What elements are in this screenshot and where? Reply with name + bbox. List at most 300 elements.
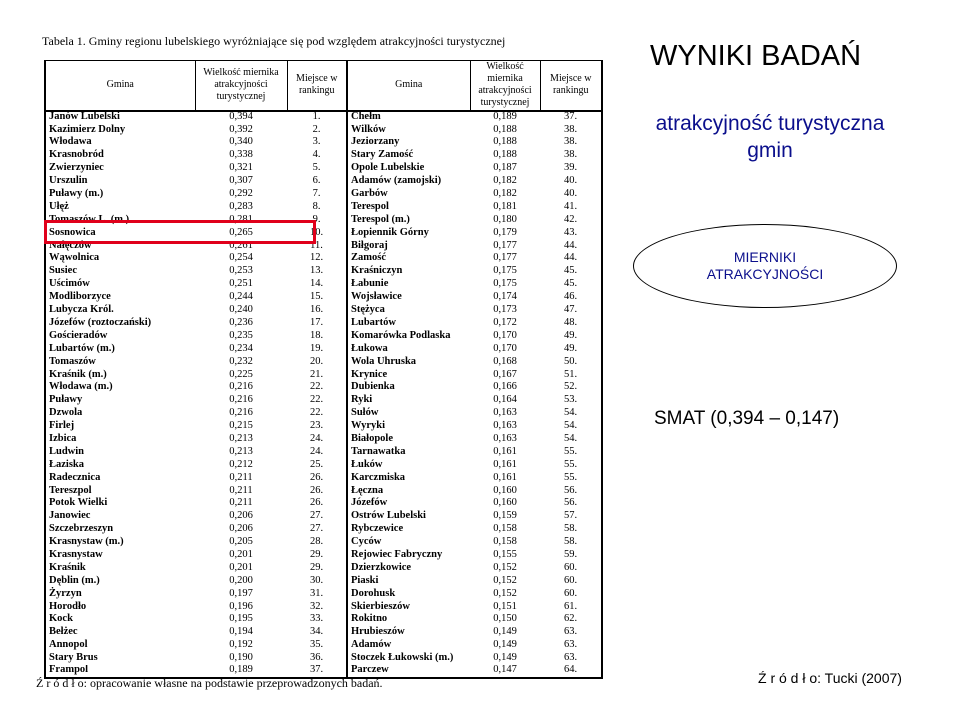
miernik-cell: 0,211 xyxy=(229,471,253,483)
gmina-cell: Włodawa xyxy=(45,136,195,149)
miejsce-cell: 17. xyxy=(287,317,347,330)
miejsce-cell: 11. xyxy=(287,239,347,252)
miejsce-cell: 20. xyxy=(287,355,347,368)
miejsce-cell: 60. xyxy=(540,575,602,588)
miernik-cell: 0,175 xyxy=(493,278,517,290)
miejsce-cell: 57. xyxy=(540,510,602,523)
gmina-cell: Zwierzyniec xyxy=(45,162,195,175)
miejsce-cell: 26. xyxy=(287,484,347,497)
gmina-cell: Łabunie xyxy=(351,278,389,290)
gmina-cell: Annopol xyxy=(45,639,195,652)
miernik-cell: 0,188 xyxy=(493,149,517,161)
miejsce-cell: 37. xyxy=(287,665,347,678)
table-row xyxy=(45,162,602,175)
smat-range: SMAT (0,394 – 0,147) xyxy=(654,408,840,429)
miejsce-cell: 56. xyxy=(540,484,602,497)
table-row xyxy=(45,433,602,446)
ellipse-line-1: MIERNIKI xyxy=(733,248,797,265)
miejsce-cell: 50. xyxy=(540,355,602,368)
table-row xyxy=(45,600,602,613)
gmina-cell: Stary Brus xyxy=(45,652,195,665)
subtitle-line-1: atrakcyjność turystyczna xyxy=(655,112,885,135)
gmina-cell: Sosnowica xyxy=(45,227,195,240)
miernik-cell: 0,205 xyxy=(229,536,253,548)
miernik-cell: 0,149 xyxy=(493,626,517,638)
gmina-cell: Ułęż xyxy=(45,201,195,214)
gmina-cell: Skierbieszów xyxy=(351,600,410,612)
miernik-cell: 0,172 xyxy=(493,316,517,328)
miernik-cell: 0,158 xyxy=(493,523,517,535)
miejsce-cell: 59. xyxy=(540,549,602,562)
table-row xyxy=(45,291,602,304)
miejsce-cell: 45. xyxy=(540,265,602,278)
miernik-cell: 0,175 xyxy=(493,265,517,277)
ranking-table xyxy=(44,60,603,679)
miejsce-cell: 36. xyxy=(287,652,347,665)
gmina-cell: Stary Zamość xyxy=(351,149,414,161)
scanned-table-image xyxy=(30,26,614,692)
gmina-cell: Krynice xyxy=(351,368,388,380)
miejsce-cell: 49. xyxy=(540,343,602,356)
table-row xyxy=(45,149,602,162)
ellipse-line-2: ATRAKCYJNOŚCI xyxy=(706,266,824,282)
miejsce-cell: 46. xyxy=(540,291,602,304)
miejsce-cell: 54. xyxy=(540,433,602,446)
gmina-cell: Wąwolnica xyxy=(45,252,195,265)
table-row xyxy=(45,252,602,265)
miernik-cell: 0,167 xyxy=(493,368,517,380)
miejsce-cell: 39. xyxy=(540,162,602,175)
miernik-cell: 0,211 xyxy=(229,484,253,496)
miernik-cell: 0,321 xyxy=(229,162,253,174)
gmina-cell: Łuków xyxy=(351,458,383,470)
miejsce-cell: 26. xyxy=(287,497,347,510)
miernik-cell: 0,163 xyxy=(493,407,517,419)
miernik-cell: 0,149 xyxy=(493,652,517,664)
gmina-cell: Tomaszów L. (m.) xyxy=(45,214,195,227)
miernik-cell: 0,179 xyxy=(493,226,517,238)
gmina-cell: Józefów (roztoczański) xyxy=(45,317,195,330)
miernik-cell: 0,213 xyxy=(229,445,253,457)
gmina-cell: Zamość xyxy=(351,252,386,264)
gmina-cell: Żyrzyn xyxy=(45,587,195,600)
gmina-cell: Dzwola xyxy=(45,407,195,420)
miejsce-cell: 13. xyxy=(287,265,347,278)
miernik-cell: 0,152 xyxy=(493,587,517,599)
miernik-cell: 0,151 xyxy=(493,600,517,612)
miernik-cell: 0,196 xyxy=(229,600,253,612)
gmina-cell: Gościeradów xyxy=(45,330,195,343)
gmina-cell: Bełżec xyxy=(45,626,195,639)
table-row xyxy=(45,575,602,588)
gmina-cell: Rejowiec Fabryczny xyxy=(351,548,443,560)
gmina-cell: Wola Uhruska xyxy=(351,355,417,367)
miejsce-cell: 58. xyxy=(540,536,602,549)
miernik-cell: 0,180 xyxy=(493,213,517,225)
table-row xyxy=(45,317,602,330)
gmina-cell: Karczmiska xyxy=(351,471,406,483)
gmina-cell: Tereszpol xyxy=(45,484,195,497)
gmina-cell: Frampol xyxy=(45,665,195,678)
sosnowica-highlight-box xyxy=(44,220,316,244)
gmina-cell: Jeziorzany xyxy=(351,136,400,148)
miejsce-cell: 51. xyxy=(540,368,602,381)
miejsce-cell: 56. xyxy=(540,497,602,510)
gmina-cell: Rybczewice xyxy=(351,523,404,535)
miernik-cell: 0,177 xyxy=(493,252,517,264)
miejsce-cell: 60. xyxy=(540,562,602,575)
miernik-cell: 0,161 xyxy=(493,458,517,470)
miernik-cell: 0,234 xyxy=(229,342,253,354)
miejsce-cell: 63. xyxy=(540,626,602,639)
gmina-cell: Wilków xyxy=(351,123,386,135)
table-row xyxy=(45,536,602,549)
table-row xyxy=(45,201,602,214)
table-row xyxy=(45,549,602,562)
miernik-cell: 0,338 xyxy=(229,149,253,161)
miernik-cell: 0,206 xyxy=(229,523,253,535)
gmina-cell: Potok Wielki xyxy=(45,497,195,510)
gmina-cell: Tomaszów xyxy=(45,355,195,368)
table-row xyxy=(45,459,602,472)
gmina-cell: Chełm xyxy=(347,111,470,124)
gmina-cell: Kraśnik xyxy=(45,562,195,575)
gmina-cell: Izbica xyxy=(45,433,195,446)
miejsce-cell: 47. xyxy=(540,304,602,317)
miejsce-cell: 29. xyxy=(287,549,347,562)
header-gmina-right: Gmina xyxy=(347,61,470,111)
table-row xyxy=(45,355,602,368)
miejsce-cell: 6. xyxy=(287,175,347,188)
miejsce-cell: 35. xyxy=(287,639,347,652)
miernik-cell: 0,212 xyxy=(229,458,253,470)
gmina-cell: Nałęczów xyxy=(45,239,195,252)
miejsce-cell: 44. xyxy=(540,239,602,252)
miejsce-cell: 33. xyxy=(287,613,347,626)
gmina-cell: Dzierzkowice xyxy=(351,561,412,573)
table-row xyxy=(45,111,602,124)
gmina-cell: Stoczek Łukowski (m.) xyxy=(351,652,454,664)
miejsce-cell: 23. xyxy=(287,420,347,433)
miejsce-cell: 49. xyxy=(540,330,602,343)
header-miejsce-left: Miejsce w rankingu xyxy=(287,61,347,111)
table-row xyxy=(45,562,602,575)
table-row xyxy=(45,420,602,433)
gmina-cell: Modliborzyce xyxy=(45,291,195,304)
gmina-cell: Susiec xyxy=(45,265,195,278)
miejsce-cell: 26. xyxy=(287,471,347,484)
slide-source: Ź r ó d ł o: Tucki (2007) xyxy=(758,670,902,686)
miejsce-cell: 27. xyxy=(287,523,347,536)
miejsce-cell: 2. xyxy=(287,123,347,136)
miernik-cell: 0,192 xyxy=(229,639,253,651)
gmina-cell: Kock xyxy=(45,613,195,626)
miernik-cell: 0,253 xyxy=(229,265,253,277)
miejsce-cell: 31. xyxy=(287,587,347,600)
gmina-cell: Adamów (zamojski) xyxy=(351,175,442,187)
miejsce-cell: 45. xyxy=(540,278,602,291)
table-row xyxy=(45,368,602,381)
gmina-cell: Biłgoraj xyxy=(351,239,388,251)
table-row xyxy=(45,123,602,136)
miejsce-cell: 16. xyxy=(287,304,347,317)
miejsce-cell: 9. xyxy=(287,214,347,227)
table-row xyxy=(45,484,602,497)
table-row xyxy=(45,394,602,407)
table-row xyxy=(45,188,602,201)
miernik-cell: 0,251 xyxy=(229,278,253,290)
miernik-cell: 0,160 xyxy=(493,484,517,496)
table-source-note: Ź r ó d ł o: opracowanie własne na podstawie przeprowadzonych badań. xyxy=(36,676,383,690)
header-miejsce-right: Miejsce w rankingu xyxy=(540,61,602,111)
table-row xyxy=(45,587,602,600)
miernik-cell: 0,197 xyxy=(229,587,253,599)
miejsce-cell: 54. xyxy=(540,407,602,420)
miejsce-cell: 38. xyxy=(540,149,602,162)
miejsce-cell: 38. xyxy=(540,123,602,136)
miejsce-cell: 28. xyxy=(287,536,347,549)
table-row xyxy=(45,175,602,188)
gmina-cell: Horodło xyxy=(45,600,195,613)
gmina-cell: Białopole xyxy=(351,432,394,444)
gmina-cell: Łukowa xyxy=(351,342,388,354)
miernik-cell: 0,182 xyxy=(493,175,517,187)
miernik-cell: 0,155 xyxy=(493,548,517,560)
table-row xyxy=(45,510,602,523)
table-caption: Tabela 1. Gminy regionu lubelskiego wyróżniające się pod względem atrakcyjności turystycznej xyxy=(42,34,506,48)
gmina-cell: Wyryki xyxy=(351,420,386,432)
gmina-cell: Komarówka Podlaska xyxy=(351,329,451,341)
gmina-cell: Ryki xyxy=(351,394,373,406)
gmina-cell: Parczew xyxy=(347,665,470,678)
miernik-cell: 0,235 xyxy=(229,329,253,341)
table-row xyxy=(45,330,602,343)
miernik-cell: 0,170 xyxy=(493,342,517,354)
miernik-cell: 0,194 xyxy=(229,626,253,638)
gmina-cell: Dubienka xyxy=(351,381,395,393)
gmina-cell: Tarnawatka xyxy=(351,445,406,457)
miernik-cell: 0,261 xyxy=(229,239,253,251)
gmina-cell: Krasnystaw (m.) xyxy=(45,536,195,549)
gmina-cell: Garbów xyxy=(351,188,388,200)
miernik-cell: 0,173 xyxy=(493,304,517,316)
gmina-cell: Dęblin (m.) xyxy=(45,575,195,588)
miejsce-cell: 44. xyxy=(540,252,602,265)
gmina-cell: Krasnobród xyxy=(45,149,195,162)
miernik-cell: 0,307 xyxy=(229,175,253,187)
miernik-cell: 0,225 xyxy=(229,368,253,380)
miejsce-cell: 5. xyxy=(287,162,347,175)
miejsce-cell: 22. xyxy=(287,394,347,407)
miejsce-cell: 48. xyxy=(540,317,602,330)
miernik-cell: 0,281 xyxy=(229,213,253,225)
miejsce-cell: 34. xyxy=(287,626,347,639)
table-row xyxy=(45,471,602,484)
miejsce-cell: 52. xyxy=(540,381,602,394)
miernik-cell: 0,213 xyxy=(229,432,253,444)
miernik-cell: 0,189 xyxy=(195,665,287,678)
miejsce-cell: 29. xyxy=(287,562,347,575)
miernik-cell: 0,201 xyxy=(229,548,253,560)
miejsce-cell: 32. xyxy=(287,600,347,613)
miernik-cell: 0,187 xyxy=(493,162,517,174)
miernik-cell: 0,147 xyxy=(470,665,540,678)
gmina-cell: Szczebrzeszyn xyxy=(45,523,195,536)
miejsce-cell: 63. xyxy=(540,639,602,652)
miejsce-cell: 53. xyxy=(540,394,602,407)
miernik-cell: 0,158 xyxy=(493,536,517,548)
gmina-cell: Kazimierz Dolny xyxy=(45,123,195,136)
miernik-cell: 0,188 xyxy=(493,123,517,135)
miejsce-cell: 4. xyxy=(287,149,347,162)
table-row xyxy=(45,523,602,536)
slide-title: WYNIKI BADAŃ xyxy=(650,40,862,72)
gmina-cell: Janowiec xyxy=(45,510,195,523)
gmina-cell: Puławy xyxy=(45,394,195,407)
miernik-cell: 0,211 xyxy=(229,497,253,509)
gmina-cell: Terespol (m.) xyxy=(351,213,410,225)
gmina-cell: Lubartów (m.) xyxy=(45,343,195,356)
gmina-cell: Piaski xyxy=(351,574,379,586)
table-row xyxy=(45,265,602,278)
gmina-cell: Józefów xyxy=(351,497,388,509)
miejsce-cell: 55. xyxy=(540,446,602,459)
miernik-cell: 0,163 xyxy=(493,420,517,432)
gmina-cell: Lubycza Król. xyxy=(45,304,195,317)
miernik-cell: 0,188 xyxy=(493,136,517,148)
miejsce-cell: 55. xyxy=(540,459,602,472)
gmina-cell: Ludwin xyxy=(45,446,195,459)
gmina-cell: Opole Lubelskie xyxy=(351,162,425,174)
table-row xyxy=(45,304,602,317)
miernik-cell: 0,166 xyxy=(493,381,517,393)
miejsce-cell: 25. xyxy=(287,459,347,472)
gmina-cell: Radecznica xyxy=(45,471,195,484)
miejsce-cell: 3. xyxy=(287,136,347,149)
miernik-cell: 0,216 xyxy=(229,381,253,393)
subtitle-line-2: gmin xyxy=(747,139,793,163)
gmina-cell: Dorohusk xyxy=(351,587,396,599)
table-row xyxy=(45,446,602,459)
miernik-cell: 0,150 xyxy=(493,613,517,625)
miernik-cell: 0,161 xyxy=(493,471,517,483)
miernik-cell: 0,163 xyxy=(493,432,517,444)
gmina-cell: Janów Lubelski xyxy=(45,111,195,124)
miernik-cell: 0,236 xyxy=(229,316,253,328)
miejsce-cell: 24. xyxy=(287,433,347,446)
table-row xyxy=(45,639,602,652)
miernik-cell: 0,195 xyxy=(229,613,253,625)
miejsce-cell: 40. xyxy=(540,188,602,201)
slide-subtitle xyxy=(620,110,920,165)
miejsce-cell: 22. xyxy=(287,381,347,394)
miejsce-cell: 37. xyxy=(540,111,602,124)
miernik-cell: 0,152 xyxy=(493,574,517,586)
gmina-cell: Lubartów xyxy=(351,316,396,328)
mierniki-ellipse xyxy=(633,224,897,308)
miernik-cell: 0,149 xyxy=(493,639,517,651)
miernik-cell: 0,164 xyxy=(493,394,517,406)
header-wielkosc-right: Wielkość miernika atrakcyjności turystycznej xyxy=(470,61,540,111)
miernik-cell: 0,244 xyxy=(229,291,253,303)
table-row xyxy=(45,497,602,510)
table-row xyxy=(45,626,602,639)
miejsce-cell: 61. xyxy=(540,600,602,613)
miernik-cell: 0,292 xyxy=(229,188,253,200)
gmina-cell: Adamów xyxy=(351,639,392,651)
miernik-cell: 0,168 xyxy=(493,355,517,367)
gmina-cell: Włodawa (m.) xyxy=(45,381,195,394)
gmina-cell: Ostrów Lubelski xyxy=(351,510,426,522)
gmina-cell: Firlej xyxy=(45,420,195,433)
miernik-cell: 0,265 xyxy=(229,226,253,238)
miernik-cell: 0,232 xyxy=(229,355,253,367)
miejsce-cell: 63. xyxy=(540,652,602,665)
miejsce-cell: 8. xyxy=(287,201,347,214)
table-row xyxy=(45,652,602,665)
miernik-cell: 0,160 xyxy=(493,497,517,509)
miernik-cell: 0,200 xyxy=(229,574,253,586)
table-row xyxy=(45,381,602,394)
gmina-cell: Uścimów xyxy=(45,278,195,291)
miernik-cell: 0,177 xyxy=(493,239,517,251)
miernik-cell: 0,161 xyxy=(493,445,517,457)
gmina-cell: Puławy (m.) xyxy=(45,188,195,201)
gmina-cell: Cyców xyxy=(351,536,382,548)
miejsce-cell: 27. xyxy=(287,510,347,523)
miejsce-cell: 41. xyxy=(540,201,602,214)
table-row xyxy=(45,407,602,420)
header-gmina-left: Gmina xyxy=(45,61,195,111)
miernik-cell: 0,392 xyxy=(229,123,253,135)
miejsce-cell: 30. xyxy=(287,575,347,588)
miejsce-cell: 24. xyxy=(287,446,347,459)
miernik-cell: 0,216 xyxy=(229,407,253,419)
miejsce-cell: 21. xyxy=(287,368,347,381)
miernik-cell: 0,215 xyxy=(229,420,253,432)
gmina-cell: Hrubieszów xyxy=(351,626,405,638)
miejsce-cell: 43. xyxy=(540,227,602,240)
miernik-cell: 0,159 xyxy=(493,510,517,522)
gmina-cell: Kraśnik (m.) xyxy=(45,368,195,381)
gmina-cell: Łęczna xyxy=(351,484,384,496)
miejsce-cell: 1. xyxy=(287,111,347,124)
miernik-cell: 0,189 xyxy=(470,111,540,124)
gmina-cell: Łaziska xyxy=(45,459,195,472)
table-row xyxy=(45,613,602,626)
table-header-row xyxy=(45,61,602,111)
miejsce-cell: 60. xyxy=(540,587,602,600)
miejsce-cell: 12. xyxy=(287,252,347,265)
miejsce-cell: 22. xyxy=(287,407,347,420)
miejsce-cell: 10. xyxy=(287,227,347,240)
miernik-cell: 0,201 xyxy=(229,561,253,573)
table-row xyxy=(45,136,602,149)
header-wielkosc-left: Wielkość miernika atrakcyjności turystycznej xyxy=(195,61,287,111)
table-row xyxy=(45,343,602,356)
miernik-cell: 0,254 xyxy=(229,252,253,264)
miejsce-cell: 19. xyxy=(287,343,347,356)
gmina-cell: Kraśniczyn xyxy=(351,265,403,277)
miejsce-cell: 40. xyxy=(540,175,602,188)
gmina-cell: Sułów xyxy=(351,407,379,419)
miernik-cell: 0,394 xyxy=(195,111,287,124)
miejsce-cell: 54. xyxy=(540,420,602,433)
gmina-cell: Rokitno xyxy=(351,613,388,625)
gmina-cell: Terespol xyxy=(351,200,389,212)
miernik-cell: 0,216 xyxy=(229,394,253,406)
miejsce-cell: 15. xyxy=(287,291,347,304)
